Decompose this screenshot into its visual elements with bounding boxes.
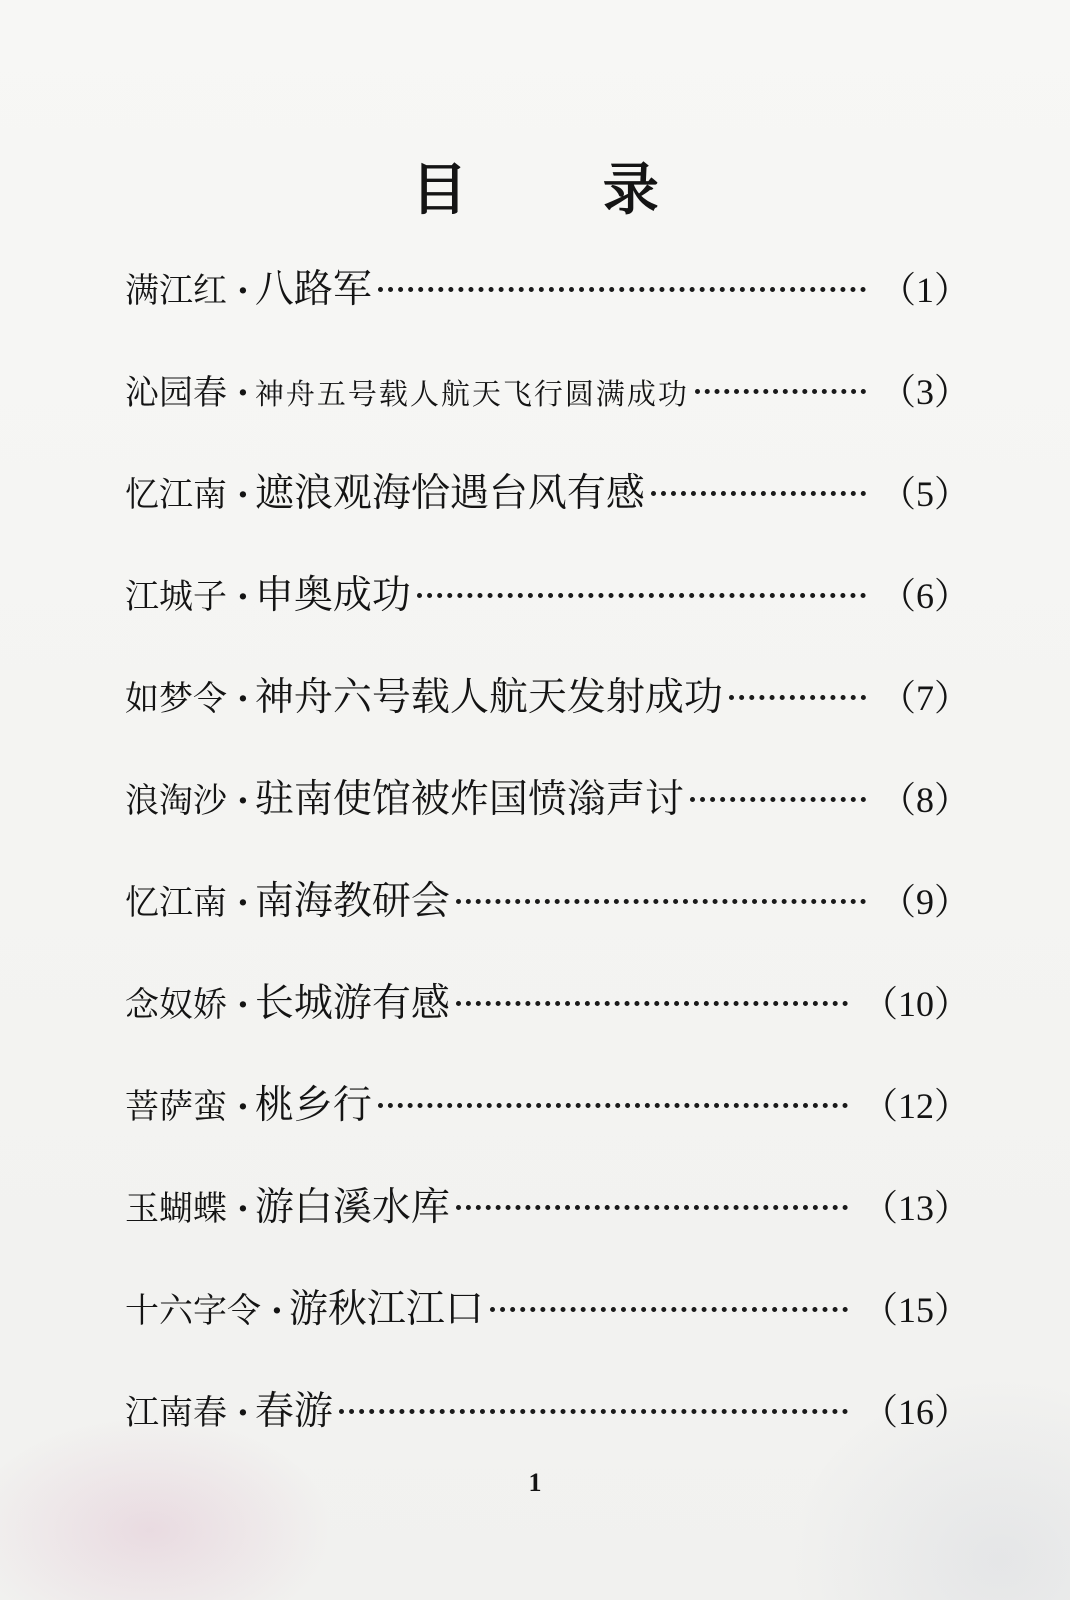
toc-entry <box>125 1168 970 1270</box>
poem-title: 神舟五号载人航天飞行圆满成功 <box>254 377 689 411</box>
page-reference: （3） <box>879 372 970 412</box>
poem-title: 游白溪水库 <box>254 1185 450 1230</box>
dot-leader <box>339 1409 848 1414</box>
tune-name: 沁园春 <box>125 373 227 413</box>
tune-name: 念奴娇 <box>125 985 227 1025</box>
separator-dot: · <box>237 373 249 413</box>
tune-name: 如梦令 <box>125 679 227 719</box>
page-title: 目 录 <box>411 157 717 223</box>
page-reference: （1） <box>879 270 970 310</box>
tune-name: 浪淘沙 <box>125 781 227 821</box>
tune-name: 忆江南 <box>125 883 227 923</box>
page-reference: （8） <box>879 780 970 820</box>
toc-entry <box>125 964 970 1066</box>
poem-title: 遮浪观海恰遇台风有感 <box>254 471 645 516</box>
page-reference: （10） <box>861 984 970 1024</box>
poem-title: 驻南使馆被炸国愤滃声讨 <box>254 777 684 822</box>
page-reference: （7） <box>879 678 970 718</box>
separator-dot: · <box>237 781 249 821</box>
page-reference: （15） <box>861 1290 970 1330</box>
page-reference: （16） <box>861 1392 970 1432</box>
dot-leader <box>417 593 866 598</box>
toc-entry <box>125 352 970 454</box>
separator-dot: · <box>237 577 249 617</box>
tune-name: 江城子 <box>125 577 227 617</box>
page-reference: （5） <box>879 474 970 514</box>
dot-leader <box>695 389 866 394</box>
separator-dot: · <box>237 271 249 311</box>
dot-leader <box>490 1307 848 1312</box>
poem-title: 游秋江江口 <box>288 1287 484 1332</box>
separator-dot: · <box>237 1393 249 1433</box>
poem-title: 神舟六号载人航天发射成功 <box>254 675 723 720</box>
dot-leader <box>456 1205 848 1210</box>
poem-title: 南海教研会 <box>254 879 450 924</box>
page-reference: （9） <box>879 882 970 922</box>
page-number: 1 <box>528 1468 542 1497</box>
dot-leader <box>378 1103 848 1108</box>
page-reference: （13） <box>861 1188 970 1228</box>
toc-entry <box>125 1372 970 1474</box>
dot-leader <box>651 491 866 496</box>
tune-name: 忆江南 <box>125 475 227 515</box>
tune-name: 十六字令 <box>125 1291 261 1331</box>
dot-leader <box>456 1001 848 1006</box>
table-of-contents <box>125 250 970 1474</box>
separator-dot: · <box>237 1189 249 1229</box>
tune-name: 江南春 <box>125 1393 227 1433</box>
toc-entry <box>125 454 970 556</box>
poem-title: 八路军 <box>254 267 372 312</box>
dot-leader <box>378 287 866 292</box>
dot-leader <box>729 695 866 700</box>
separator-dot: · <box>237 679 249 719</box>
toc-entry <box>125 760 970 862</box>
poem-title: 桃乡行 <box>254 1083 372 1128</box>
separator-dot: · <box>271 1291 283 1331</box>
poem-title: 申奥成功 <box>254 573 411 618</box>
toc-entry <box>125 1066 970 1168</box>
dot-leader <box>456 899 866 904</box>
tune-name: 玉蝴蝶 <box>125 1189 227 1229</box>
separator-dot: · <box>237 883 249 923</box>
tune-name: 满江红 <box>125 271 227 311</box>
dot-leader <box>690 797 866 802</box>
poem-title: 春游 <box>254 1389 333 1434</box>
separator-dot: · <box>237 985 249 1025</box>
toc-entry <box>125 1270 970 1372</box>
toc-entry <box>125 862 970 964</box>
poem-title: 长城游有感 <box>254 981 450 1026</box>
toc-entry <box>125 556 970 658</box>
separator-dot: · <box>237 475 249 515</box>
tune-name: 菩萨蛮 <box>125 1087 227 1127</box>
separator-dot: · <box>237 1087 249 1127</box>
page-reference: （12） <box>861 1086 970 1126</box>
page-reference: （6） <box>879 576 970 616</box>
toc-entry <box>125 658 970 760</box>
toc-entry <box>125 250 970 352</box>
